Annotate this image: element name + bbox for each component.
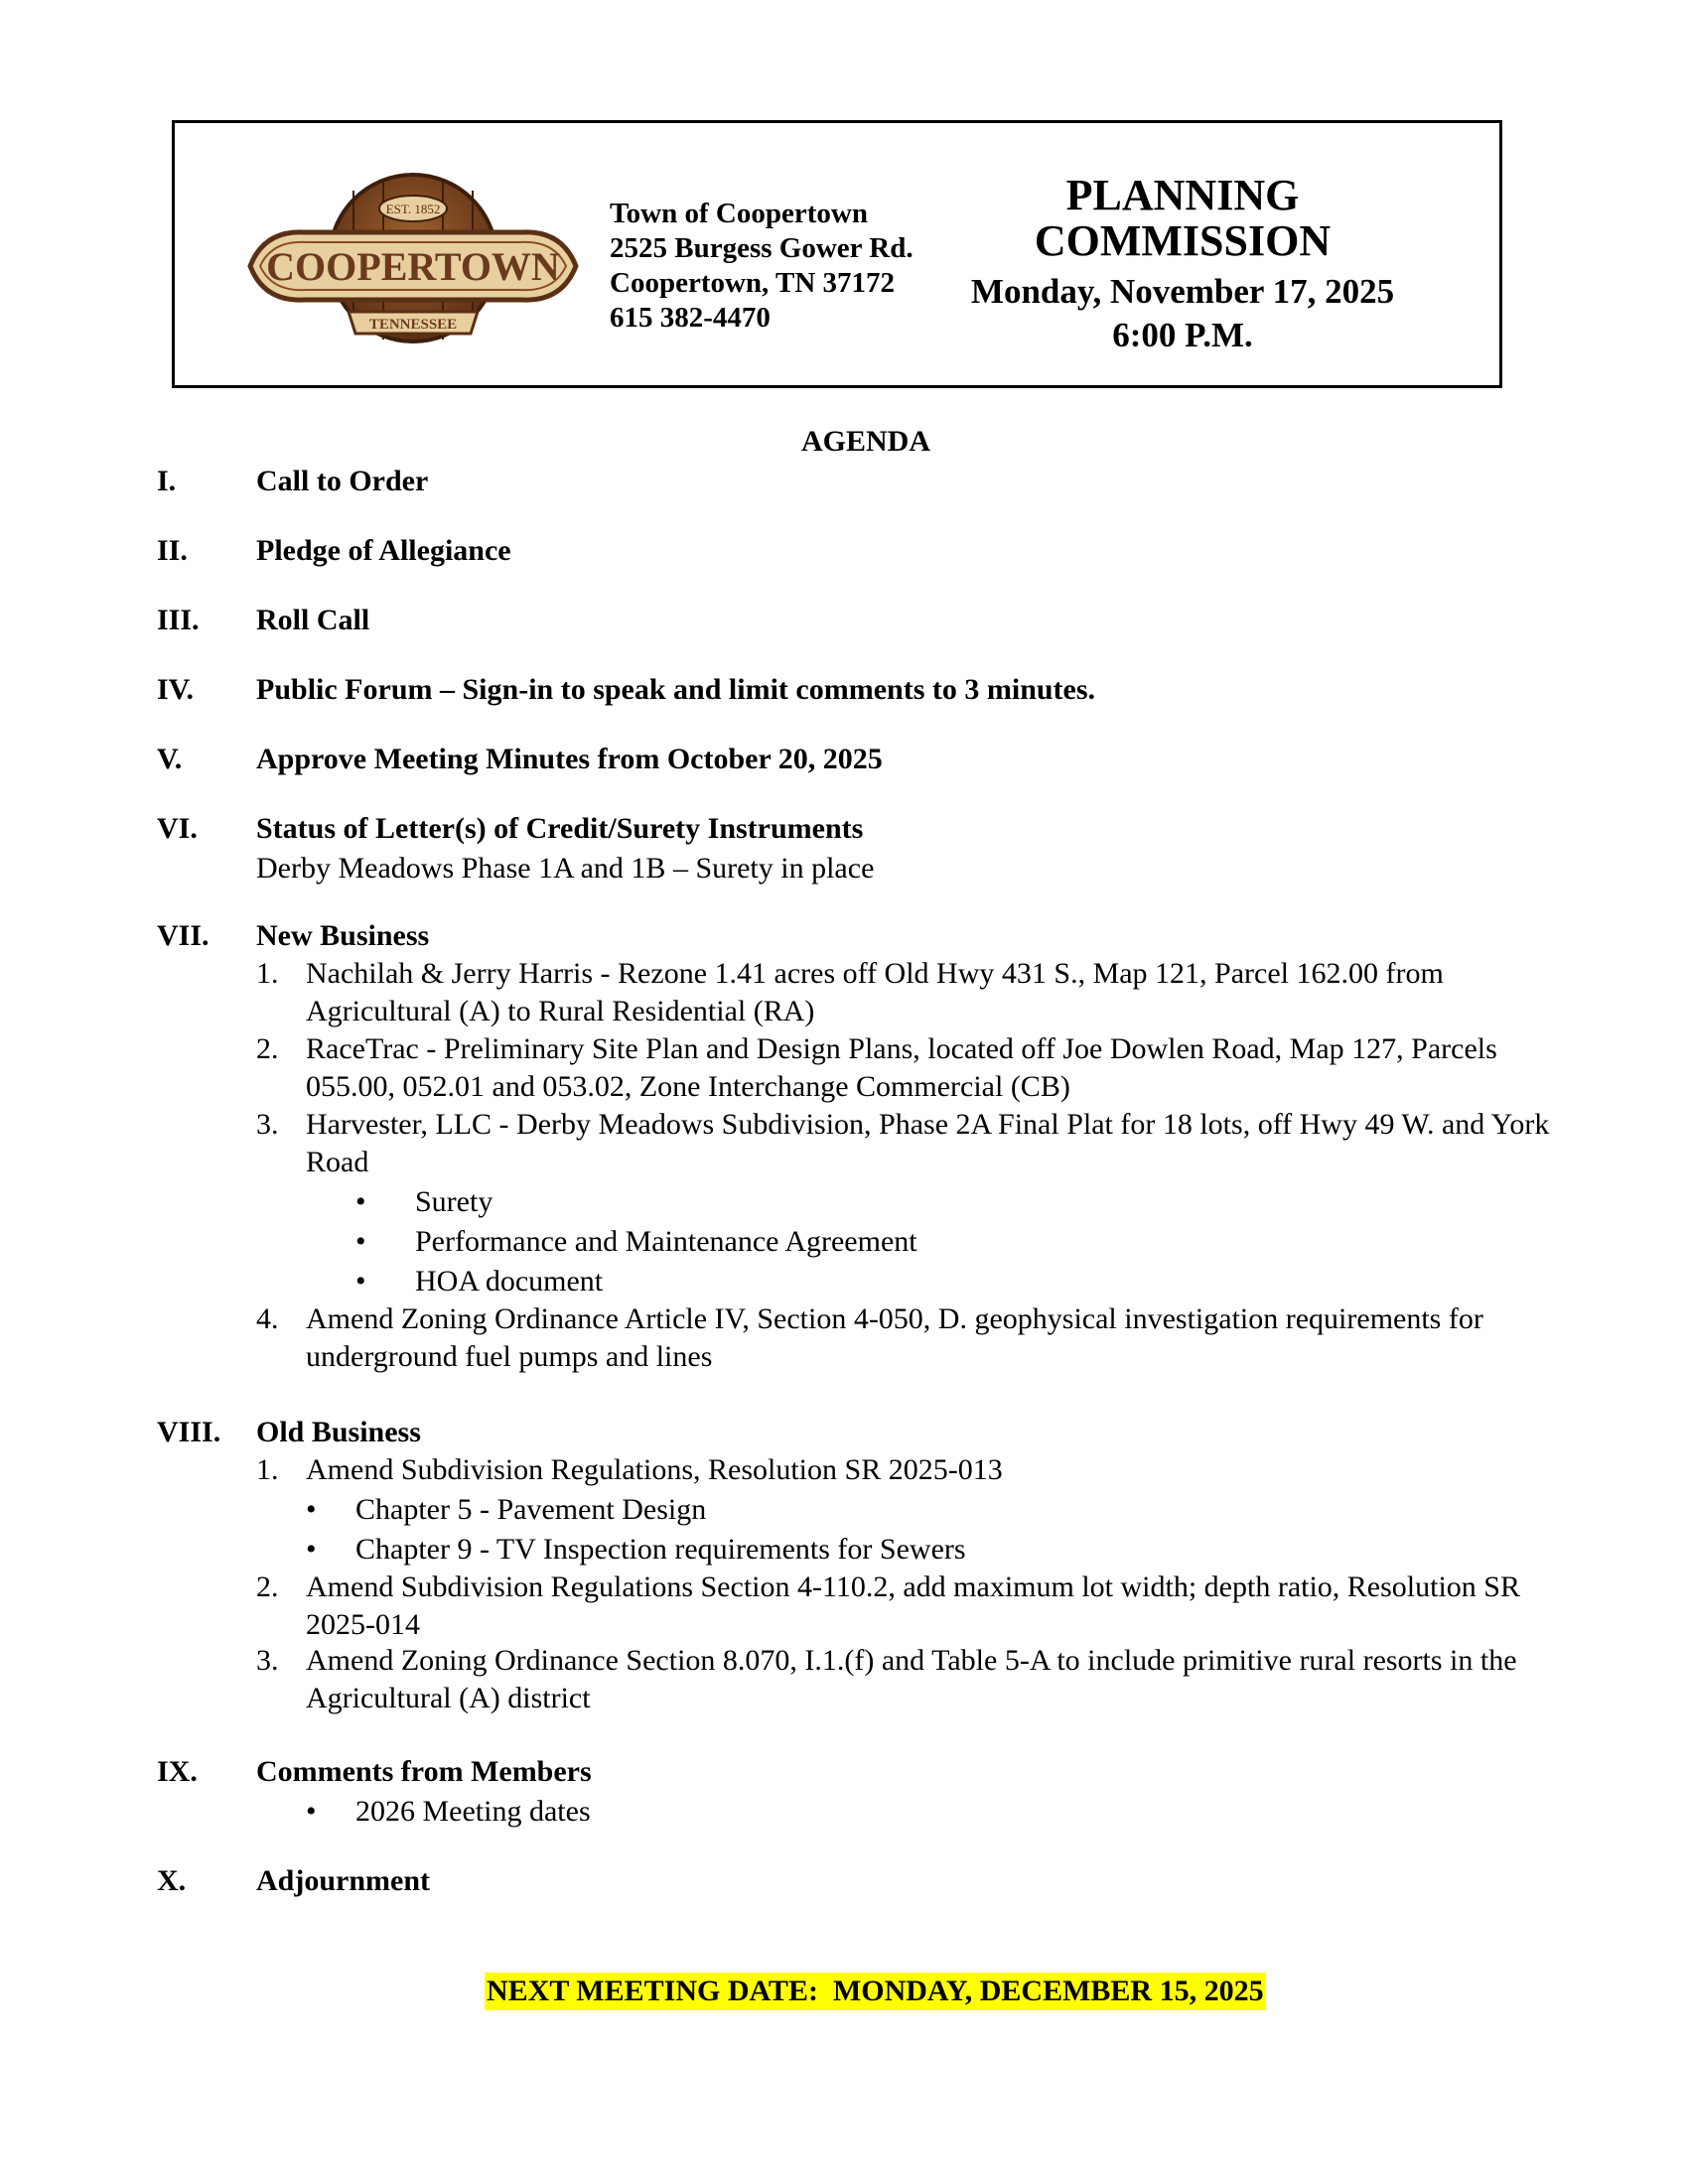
meeting-date: Monday, November 17, 2025	[970, 272, 1395, 311]
town-address	[610, 197, 914, 336]
item-numeral: II.	[157, 534, 188, 567]
next-meeting-date: NEXT MEETING DATE: MONDAY, DECEMBER 15, 2025	[485, 1973, 1266, 2010]
item-text: Amend Zoning Ordinance Article IV, Section 4-050, D. geophysical investigation requirements for underground fuel pumps and lines	[306, 1302, 1483, 1373]
item-old-business: Old Business	[256, 1416, 421, 1448]
item-text: Amend Subdivision Regulations Section 4-110.2, add maximum lot width; depth ratio, Resolution SR 2025-014	[306, 1570, 1520, 1641]
item-approve-minutes: Approve Meeting Minutes from October 20, 2025	[256, 743, 883, 775]
new-business-item	[256, 1030, 1577, 1106]
item-pledge: Pledge of Allegiance	[256, 534, 511, 567]
item-numeral: VII.	[157, 919, 210, 952]
item-number: 4.	[256, 1302, 279, 1335]
item-numeral: V.	[157, 743, 183, 775]
item-text: Amend Zoning Ordinance Section 8.070, I.1.(f) and Table 5-A to include primitive rural resorts in the Agricultural (A) district	[306, 1644, 1517, 1714]
new-business-item	[256, 1300, 1577, 1376]
item-numeral: IX.	[157, 1755, 198, 1788]
item-text: Nachilah & Jerry Harris - Rezone 1.41 acres off Old Hwy 431 S., Map 121, Parcel 162.00 from Agricultural (A) to Rural Residential (RA)	[306, 957, 1444, 1027]
item-surety-status: Status of Letter(s) of Credit/Surety Instruments	[256, 812, 864, 845]
address-line-1: Town of Coopertown	[610, 198, 868, 229]
coopertown-logo	[244, 171, 582, 349]
item-public-forum: Public Forum – Sign-in to speak and limit comments to 3 minutes.	[256, 673, 1096, 706]
item-roll-call: Roll Call	[256, 604, 370, 636]
meeting-time: 6:00 P.M.	[1112, 316, 1253, 354]
logo-state: TENNESSEE	[368, 317, 458, 333]
surety-detail: Derby Meadows Phase 1A and 1B – Surety in place	[256, 852, 875, 885]
old-business-item	[256, 1569, 1577, 1644]
item-numeral: III.	[157, 604, 200, 636]
agenda-heading: AGENDA	[800, 425, 930, 458]
bullet-item: • 2026 Meeting dates	[306, 1795, 591, 1828]
header-box	[172, 120, 1502, 388]
item-text: Harvester, LLC - Derby Meadows Subdivision, Phase 2A Final Plat for 18 lots, off Hwy 49 W. and York Road	[306, 1108, 1550, 1178]
item-numeral: I.	[157, 465, 177, 497]
item-number: 3.	[256, 1644, 279, 1677]
item-adjournment: Adjournment	[256, 1864, 431, 1897]
bullet-item: • Chapter 9 - TV Inspection requirements for Sewers	[306, 1533, 966, 1566]
address-line-4: 615 382-4470	[610, 302, 771, 334]
old-business-item	[256, 1642, 1577, 1717]
logo-text: COOPERTOWN	[266, 244, 560, 289]
bullet-item: • Surety	[355, 1185, 493, 1218]
item-number: 2.	[256, 1032, 279, 1065]
item-numeral: VIII.	[157, 1416, 221, 1448]
item-numeral: IV.	[157, 673, 194, 706]
item-number: 3.	[256, 1108, 279, 1141]
item-numeral: VI.	[157, 812, 198, 845]
item-numeral: X.	[157, 1864, 187, 1897]
item-number: 2.	[256, 1570, 279, 1603]
new-business-item	[256, 955, 1577, 1030]
meeting-title-block	[939, 173, 1426, 357]
bullet-item: • Performance and Maintenance Agreement	[355, 1225, 917, 1258]
item-number: 1.	[256, 957, 279, 990]
old-business-item	[256, 1451, 1577, 1489]
bullet-item: • HOA document	[355, 1265, 604, 1297]
address-line-2: 2525 Burgess Gower Rd.	[610, 232, 914, 264]
title-line-1: PLANNING	[1065, 171, 1300, 219]
address-line-3: Coopertown, TN 37172	[610, 267, 896, 299]
item-comments: Comments from Members	[256, 1755, 592, 1788]
item-text: Amend Subdivision Regulations, Resolution SR 2025-013	[306, 1453, 1003, 1486]
logo-est: EST. 1852	[385, 202, 441, 216]
item-new-business: New Business	[256, 919, 430, 952]
item-text: RaceTrac - Preliminary Site Plan and Design Plans, located off Joe Dowlen Road, Map 127, Parcels 055.00, 052.01 and 053.02, Zone Interchange Commercial (CB)	[306, 1032, 1497, 1103]
item-call-to-order: Call to Order	[256, 465, 429, 497]
new-business-item	[256, 1106, 1577, 1181]
title-line-2: COMMISSION	[1034, 216, 1332, 265]
bullet-item: • Chapter 5 - Pavement Design	[306, 1493, 707, 1526]
item-number: 1.	[256, 1453, 279, 1486]
